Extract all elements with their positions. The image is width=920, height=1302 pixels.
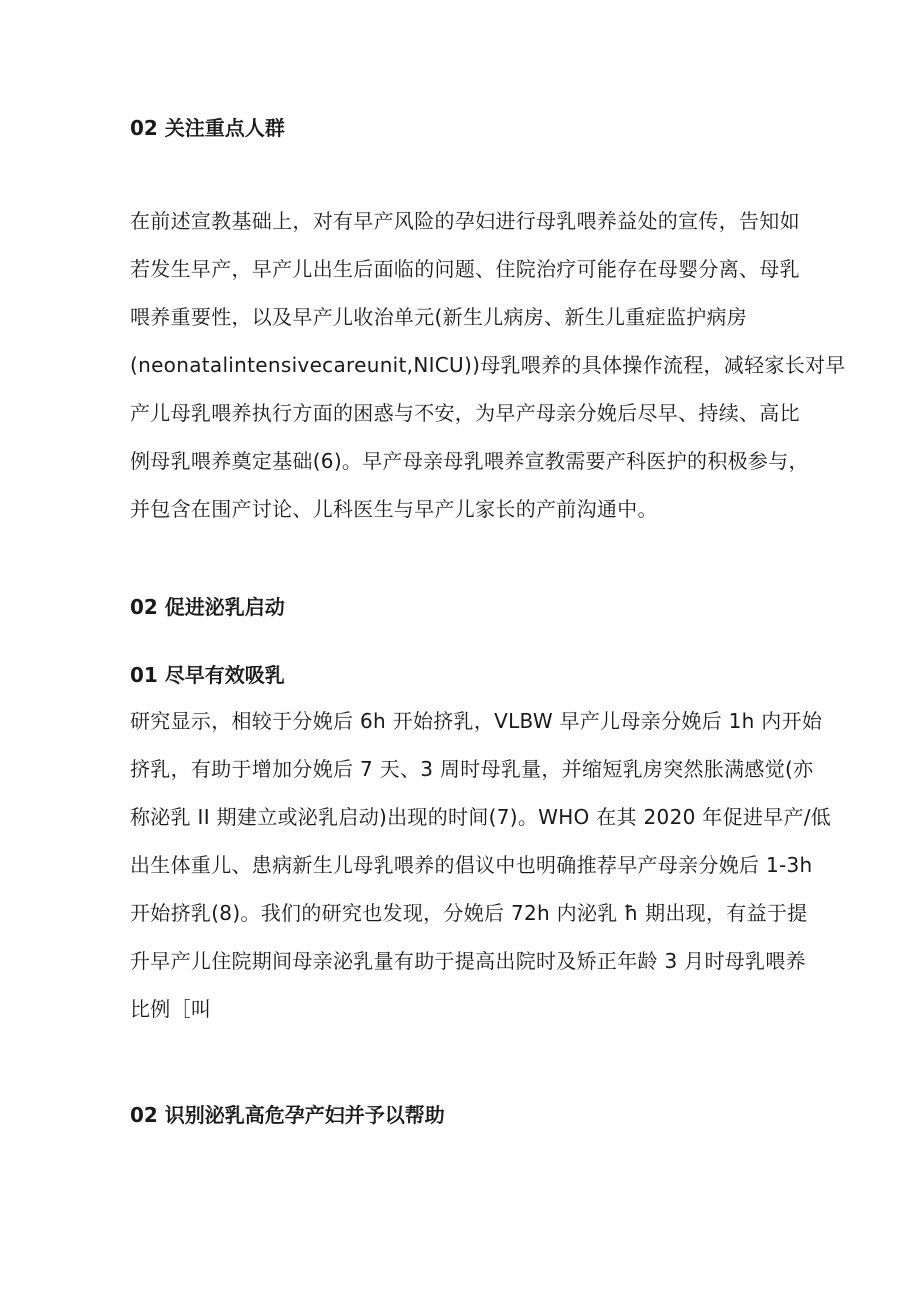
paragraph-line: 喂养重要性，以及早产儿收治单元(新生儿病房、新生儿重症监护病房 — [130, 305, 748, 329]
paragraph-line: 比例［叫 — [130, 997, 212, 1021]
section-heading-key-population: 02 关注重点人群 — [130, 116, 285, 140]
paragraph-line: 产儿母乳喂养执行方面的困惑与不安，为早产母亲分娩后尽早、持续、高比 — [130, 401, 800, 425]
paragraph-line: 若发生早产，早产儿出生后面临的问题、住院治疗可能存在母婴分离、母乳 — [130, 257, 800, 281]
section-heading-lactation-onset: 02 促进泌乳启动 — [130, 595, 285, 619]
paragraph-early-expression — [130, 697, 831, 1033]
subsection-heading-early-expression: 01 尽早有效吸乳 — [130, 663, 285, 687]
paragraph-line: 挤乳，有助于增加分娩后 7 天、3 周时母乳量，并缩短乳房突然胀满感觉(亦 — [130, 757, 814, 781]
paragraph-line: 称泌乳 II 期建立或泌乳启动)出现的时间(7)。WHO 在其 2020 年促进早产/低 — [130, 805, 832, 829]
paragraph-line: 出生体重儿、患病新生儿母乳喂养的倡议中也明确推荐早产母亲分娩后 1-3h — [130, 853, 813, 877]
paragraph-line: 开始挤乳(8)。我们的研究也发现，分娩后 72h 内泌乳 ħ 期出现，有益于提 — [130, 901, 808, 925]
section-heading-high-risk-identification: 02 识别泌乳高危孕产妇并予以帮助 — [130, 1103, 445, 1127]
paragraph-line: 升早产儿住院期间母亲泌乳量有助于提高出院时及矫正年龄 3 月时母乳喂养 — [130, 949, 806, 973]
paragraph-line: 例母乳喂养奠定基础(6)。早产母亲母乳喂养宣教需要产科医护的积极参与， — [130, 449, 809, 473]
paragraph-line: 并包含在围产讨论、儿科医生与早产儿家长的产前沟通中。 — [130, 497, 658, 521]
paragraph-line: 在前述宣教基础上，对有早产风险的孕妇进行母乳喂养益处的宣传，告知如 — [130, 209, 800, 233]
paragraph-line: 研究显示，相较于分娩后 6h 开始挤乳，VLBW 早产儿母亲分娩后 1h 内开始 — [130, 709, 823, 733]
paragraph-preterm-education — [130, 197, 846, 533]
paragraph-line: (neonatalintensivecareunit,NICU))母乳喂养的具体操作流程，减轻家长对早 — [130, 353, 846, 377]
